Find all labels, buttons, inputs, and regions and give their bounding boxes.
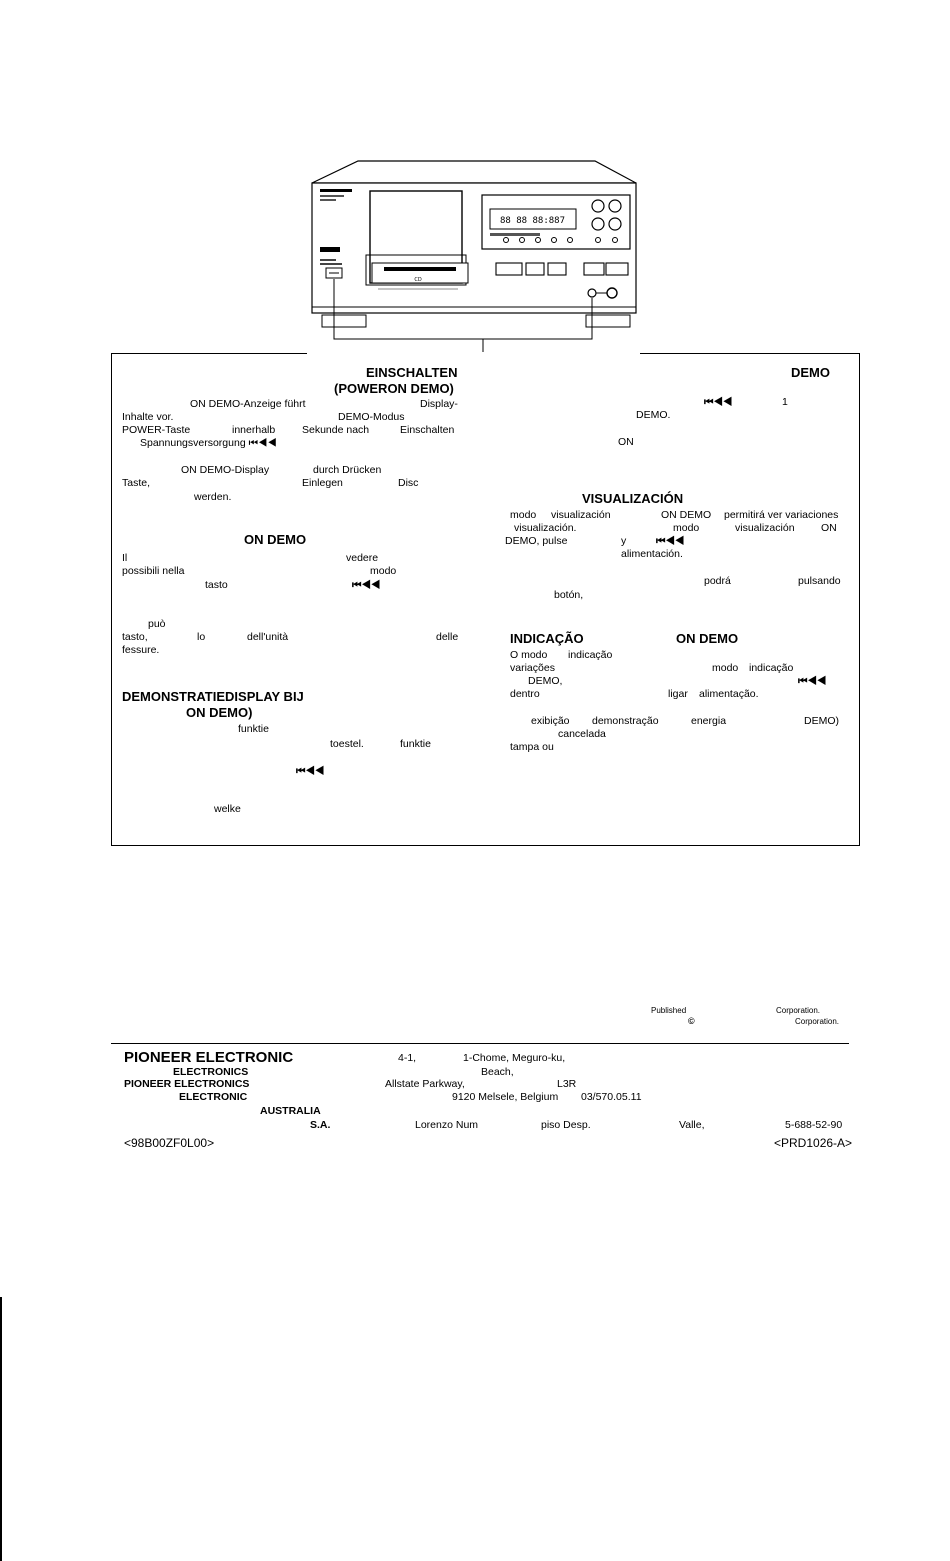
company-name: S.A.	[310, 1119, 331, 1131]
text: modo	[673, 522, 700, 534]
text: tasto,	[122, 631, 148, 643]
display-digits: 88 88 88:887	[500, 216, 566, 226]
text: pulsando	[798, 575, 841, 587]
text: ON	[821, 522, 837, 534]
address-text: 4-1,	[398, 1052, 417, 1064]
address-text: Lorenzo Num	[415, 1119, 479, 1131]
german-heading: EINSCHALTEN	[366, 365, 458, 380]
text: dell'unità	[247, 631, 289, 643]
text: lo	[197, 631, 206, 643]
italian-heading: ON DEMO	[244, 532, 307, 547]
text: Display-	[420, 398, 458, 410]
text: Einschalten	[400, 424, 455, 436]
text: DEMO, pulse	[505, 535, 568, 547]
text: alimentación.	[621, 548, 683, 560]
text: 1	[782, 396, 788, 408]
address-text: 9120 Melsele, Belgium	[452, 1091, 559, 1103]
text: DEMO)	[804, 715, 839, 727]
text: Spannungsversorgung ⏮◀◀	[140, 437, 277, 449]
text: cancelada	[558, 728, 606, 740]
text: indicação	[568, 649, 613, 661]
text: ⏮◀◀	[798, 675, 827, 687]
text: delle	[436, 631, 459, 643]
document-code-left: <98B00ZF0L00>	[124, 1136, 215, 1150]
company-name: PIONEER ELECTRONIC	[124, 1049, 294, 1066]
text: innerhalb	[232, 424, 276, 436]
text: ⏮◀◀	[296, 765, 325, 777]
text: vedere	[346, 552, 379, 564]
text: funktie	[400, 738, 431, 750]
german-heading-sub: (POWERON DEMO)	[334, 381, 454, 396]
text: energia	[691, 715, 727, 727]
address-text: piso Desp.	[541, 1119, 591, 1131]
dutch-heading-sub: ON DEMO)	[186, 705, 253, 720]
text: possibili nella	[122, 565, 185, 577]
text: DEMO,	[528, 675, 563, 687]
text: podrá	[704, 575, 731, 587]
text: Il	[122, 552, 128, 564]
text: tasto	[205, 579, 228, 591]
address-text: 03/570.05.11	[581, 1091, 642, 1103]
text: y	[621, 535, 627, 547]
text: permitirá ver variaciones	[724, 509, 839, 521]
spanish-heading: VISUALIZACIÓN	[582, 491, 684, 506]
company-name: AUSTRALIA	[260, 1105, 321, 1117]
address-text: Allstate Parkway,	[385, 1078, 465, 1090]
corporation-label: Corporation.	[795, 1017, 840, 1026]
text: toestel.	[330, 738, 364, 750]
text: DEMO-Modus	[338, 411, 405, 423]
demo-heading: DEMO	[791, 365, 830, 380]
text: indicação	[749, 662, 794, 674]
cd-player-illustration	[300, 155, 650, 355]
company-name: ELECTRONICS	[173, 1066, 249, 1078]
text: exibição	[531, 715, 570, 727]
copyright-symbol: ©	[688, 1016, 695, 1026]
text: modo	[510, 509, 537, 521]
text: welke	[214, 803, 241, 815]
text: variações	[510, 662, 555, 674]
text: alimentação.	[699, 688, 759, 700]
text: Taste,	[122, 477, 151, 489]
text: botón,	[554, 589, 584, 601]
address-text: Beach,	[481, 1066, 514, 1078]
scan-edge-mark	[0, 1297, 2, 1561]
text: werden.	[194, 491, 232, 503]
text: Sekunde nach	[302, 424, 370, 436]
text: ON DEMO-Display	[181, 464, 270, 476]
text: visualización	[551, 509, 611, 521]
text: Disc	[398, 477, 419, 489]
text: tampa ou	[510, 741, 554, 753]
company-name: ELECTRONIC	[179, 1091, 248, 1103]
text: ligar	[668, 688, 688, 700]
address-text: 1-Chome, Meguro-ku,	[463, 1052, 566, 1064]
text: modo	[712, 662, 739, 674]
text: ON DEMO	[661, 509, 712, 521]
text: POWER-Taste	[122, 424, 191, 436]
published-label: Published	[651, 1006, 687, 1015]
text: Einlegen	[302, 477, 343, 489]
address-text: L3R	[557, 1078, 577, 1090]
text: ⏮◀◀	[656, 535, 685, 547]
portuguese-heading: INDICAÇÃO	[510, 631, 584, 646]
text: visualización.	[514, 522, 577, 534]
portuguese-heading-sub: ON DEMO	[676, 631, 739, 646]
text: fessure.	[122, 644, 160, 656]
address-text: Valle,	[679, 1119, 705, 1131]
corporation-label: Corporation.	[776, 1006, 821, 1015]
text: ⏮◀◀	[704, 396, 733, 408]
text: può	[148, 618, 166, 630]
text: ON	[618, 436, 634, 448]
text: Inhalte vor.	[122, 411, 174, 423]
disc-label: CD	[414, 277, 422, 283]
text: dentro	[510, 688, 540, 700]
text: DEMO.	[636, 409, 671, 421]
text: modo	[370, 565, 397, 577]
text: funktie	[238, 723, 269, 735]
address-text: 5-688-52-90	[785, 1119, 843, 1131]
text: O modo	[510, 649, 548, 661]
text: durch Drücken	[313, 464, 382, 476]
document-code-right: <PRD1026-A>	[774, 1136, 853, 1150]
dutch-heading: DEMONSTRATIEDISPLAY BIJ	[122, 689, 304, 704]
company-name: PIONEER ELECTRONICS	[124, 1078, 250, 1090]
text: visualización	[735, 522, 795, 534]
text: demonstração	[592, 715, 659, 727]
text: ON DEMO-Anzeige führt	[190, 398, 306, 410]
text: ⏮◀◀	[352, 579, 381, 591]
